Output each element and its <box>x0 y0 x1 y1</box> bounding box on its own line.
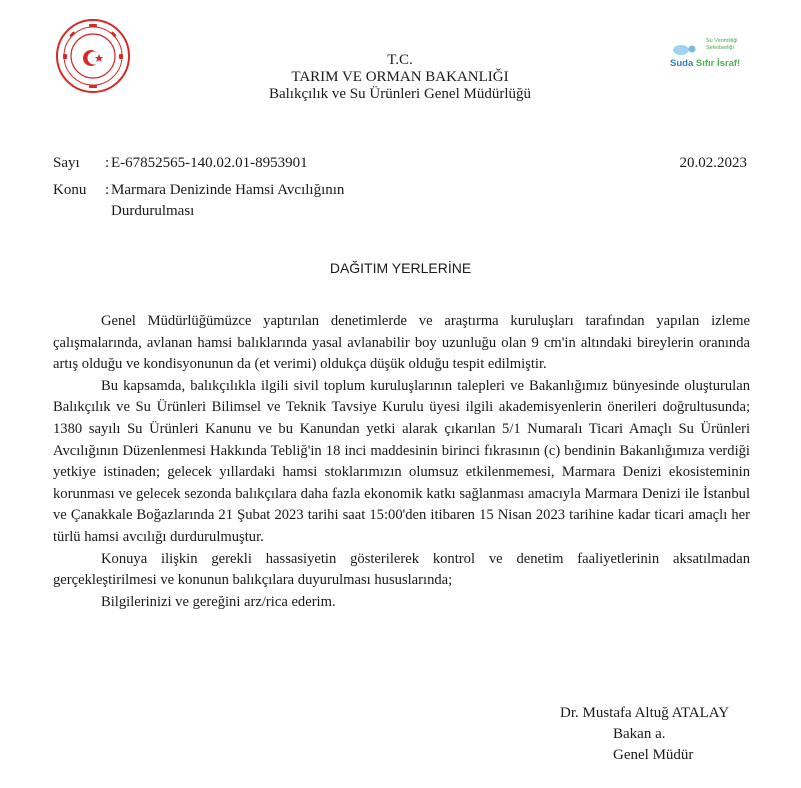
campaign-small-line2: Seferberliği <box>706 45 734 51</box>
letterhead <box>150 52 650 103</box>
water-drop-icon <box>672 42 698 56</box>
konu-value-line1: Marmara Denizinde Hamsi Avcılığının <box>111 182 345 198</box>
signatory-title: Genel Müdür <box>613 747 694 763</box>
sayi-colon: : <box>105 155 110 171</box>
signatory-name: Dr. Mustafa Altuğ ATALAY <box>560 705 730 721</box>
campaign-logo <box>662 34 762 74</box>
distribution-title: DAĞITIM YERLERİNE <box>329 260 472 276</box>
campaign-small-line1: Su Verimliliği <box>706 38 738 44</box>
header-tc: T.C. <box>387 52 413 68</box>
ministry-seal-icon <box>55 18 131 94</box>
paragraph-2: Bu kapsamda, balıkçılıkla ilgili sivil toplum kuruluşlarının talepleri ve Bakanlığımız bünyesinde oluşturulan Balıkçılık ve Su Ürünleri Bilimsel ve Teknik Tavsiye Kurulu üyesi ilgili akademisyenlerin önerileri doğrultusunda; 1380 sayılı Su Ürünleri Kanunu ve bu Kanundan yetki alarak çıkarılan 5/1 Numaralı Ticari Amaçlı Su Ürünleri Avcılığının Düzenlenmesi Hakkında Tebliğ'in 18 inci maddesinin birinci fıkrasının (c) bendinin Bakanlığımıza verdiği yetkiye istinaden; gelecek yıllardaki hamsi stoklarımızın olumsuz etkilenmemesi, Marmara Denizi ekosisteminin korunması ve gelecek sezonda balıkçılara daha fazla ekonomik katkı sağlanması amacıyla Marmara Denizi ile İstanbul ve Çanakkale Boğazlarında 21 Şubat 2023 tarihi saat 15:00'den itibaren 15 Nisan 2023 tarihine kadar ticari amaçlı her türlü hamsi avcılığı durdurulmuştur. <box>53 377 750 545</box>
paragraph-4: Bilgilerinizi ve gereğini arz/rica ederim. <box>101 593 336 610</box>
sayi-label: Sayı <box>53 155 80 171</box>
konu-label: Konu <box>53 182 87 198</box>
signatory-proxy: Bakan a. <box>613 726 666 742</box>
konu-colon: : <box>105 182 110 198</box>
paragraph-3: Konuya ilişkin gerekli hassasiyetin gösterilerek kontrol ve denetim faaliyetlerinin aksatılmadan gerçekleştirilmesi ve konunun balıkçılara duyurulması hususlarında; <box>53 550 750 589</box>
paragraph-1: Genel Müdürlüğümüzce yaptırılan denetimlerde ve araştırma kuruluşları tarafından yapılan izleme çalışmalarında, avlanan hamsi balıklarında yasal avlanabilir boy uzunluğu olan 9 cm'in altındaki bireylerin oranında artış olduğu ve kondisyonunun da (et verimi) oldukça düşük olduğu tespit edilmiştir. <box>53 313 750 373</box>
document-date: 20.02.2023 <box>679 155 747 171</box>
sayi-value: E-67852565-140.02.01-8953901 <box>111 155 308 171</box>
header-ministry: TARIM VE ORMAN BAKANLIĞI <box>291 69 509 85</box>
campaign-slogan: Suda Sıfır İsraf! <box>670 58 741 69</box>
header-directorate: Balıkçılık ve Su Ürünleri Genel Müdürlüğü <box>268 86 532 102</box>
konu-value-line2: Durdurulması <box>111 203 195 219</box>
letter-body <box>53 311 750 613</box>
